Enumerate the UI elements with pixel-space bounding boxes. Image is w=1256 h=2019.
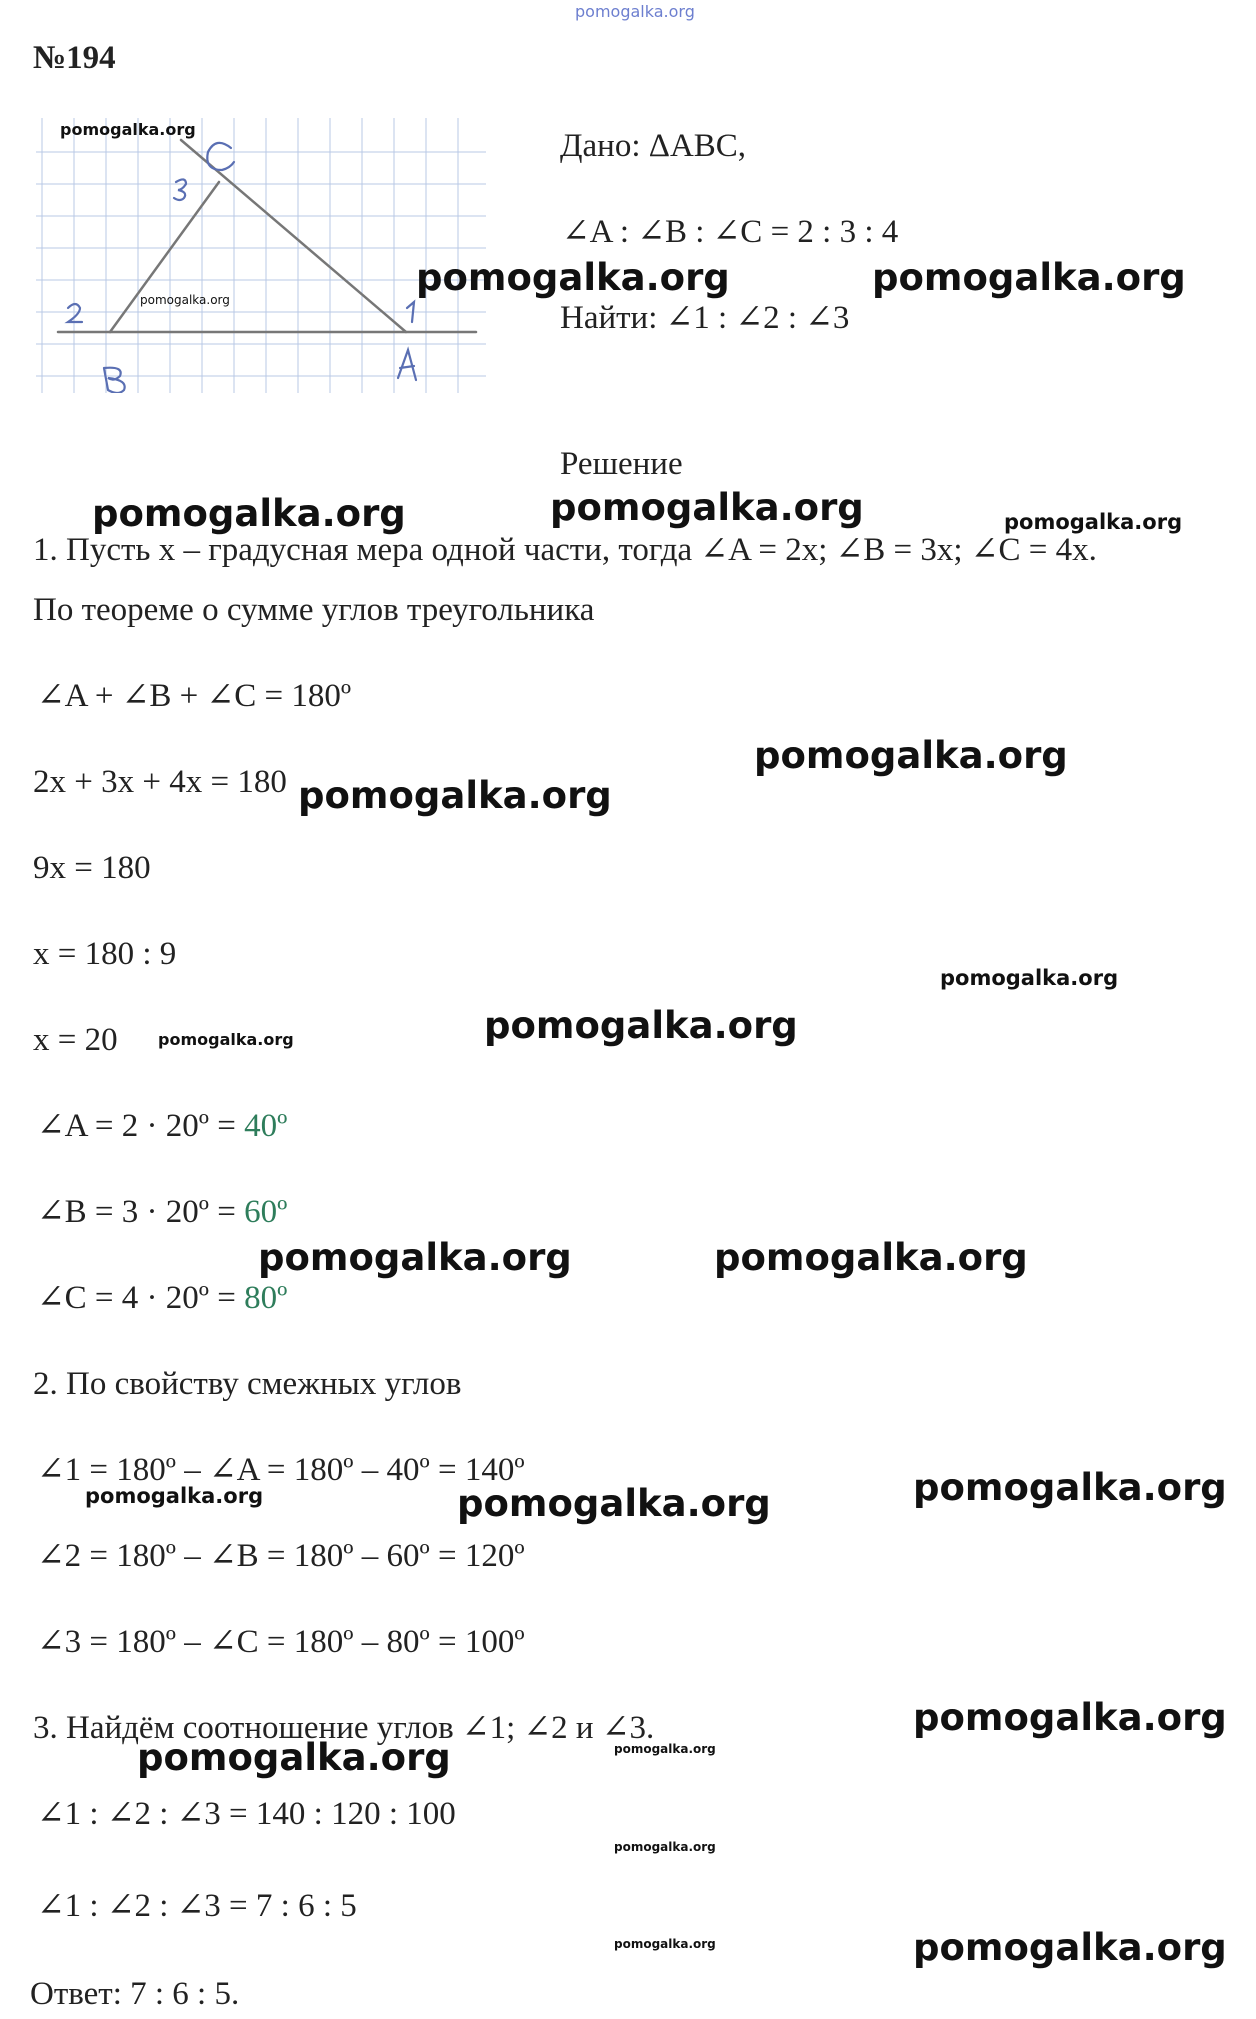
theorem-line: По теореме о сумме углов треугольника [33, 592, 595, 628]
find-line: Найти: ∠1 : ∠2 : ∠3 [560, 300, 850, 336]
angle-a-result: 40º [244, 1108, 288, 1144]
step3-intro: 3. Найдём соотношение углов ∠1; ∠2 и ∠3. [33, 1710, 655, 1746]
watermark: pomogalka.org [457, 1482, 771, 1525]
watermark: pomogalka.org [484, 1004, 798, 1047]
angle-b-expression: ∠B = 3 · 20º = [37, 1194, 236, 1230]
watermark: pomogalka.org [85, 1484, 264, 1508]
watermark: pomogalka.org [1004, 510, 1183, 534]
equation-5: x = 20 [33, 1022, 118, 1058]
ratio-line-2: ∠1 : ∠2 : ∠3 = 7 : 6 : 5 [37, 1888, 357, 1924]
watermark: pomogalka.org [614, 1742, 716, 1756]
angle-b-line [37, 1192, 287, 1232]
angle-a-line [37, 1106, 287, 1146]
angle-2-line: ∠2 = 180º – ∠B = 180º – 60º = 120º [37, 1538, 525, 1574]
given-ratio: ∠A : ∠B : ∠C = 2 : 3 : 4 [562, 214, 899, 250]
top-watermark: pomogalka.org [575, 2, 695, 21]
watermark: pomogalka.org [940, 966, 1119, 990]
watermark: pomogalka.org [913, 1926, 1227, 1969]
watermark: pomogalka.org [137, 1736, 451, 1779]
watermark: pomogalka.org [913, 1696, 1227, 1739]
watermark: pomogalka.org [872, 256, 1186, 299]
solution-heading: Решение [560, 446, 683, 482]
equation-2: 2x + 3x + 4x = 180 [33, 764, 287, 800]
step1-intro: 1. Пусть x – градусная мера одной части, тогда ∠A = 2x; ∠B = 3x; ∠C = 4x. [33, 532, 1097, 568]
watermark: pomogalka.org [614, 1840, 716, 1854]
problem-number: №194 [33, 40, 116, 76]
given-line-1: Дано: ΔABC, [560, 128, 747, 164]
watermark: pomogalka.org [550, 486, 864, 529]
watermark: pomogalka.org [754, 734, 1068, 777]
watermark: pomogalka.org [714, 1236, 1028, 1279]
watermark: pomogalka.org [614, 1937, 716, 1951]
watermark: pomogalka.org [92, 492, 406, 535]
equation-3: 9x = 180 [33, 850, 151, 886]
sketch-watermark: pomogalka.org [60, 120, 196, 139]
watermark: pomogalka.org [158, 1030, 294, 1049]
answer-line: Ответ: 7 : 6 : 5. [30, 1976, 240, 2012]
angle-c-line [37, 1278, 287, 1318]
angle-b-result: 60º [244, 1194, 288, 1230]
angle-3-line: ∠3 = 180º – ∠C = 180º – 80º = 100º [37, 1624, 525, 1660]
angle-c-expression: ∠C = 4 · 20º = [37, 1280, 236, 1316]
angle-c-result: 80º [244, 1280, 288, 1316]
equation-sum: ∠A + ∠B + ∠C = 180º [37, 678, 352, 714]
equation-4: x = 180 : 9 [33, 936, 177, 972]
watermark: pomogalka.org [913, 1466, 1227, 1509]
ratio-line-1: ∠1 : ∠2 : ∠3 = 140 : 120 : 100 [37, 1796, 456, 1832]
angle-a-expression: ∠A = 2 · 20º = [37, 1108, 236, 1144]
angle-1-line: ∠1 = 180º – ∠A = 180º – 40º = 140º [37, 1452, 525, 1488]
watermark: pomogalka.org [416, 256, 730, 299]
watermark: pomogalka.org [298, 774, 612, 817]
step2-intro: 2. По свойству смежных углов [33, 1366, 462, 1402]
watermark: pomogalka.org [258, 1236, 572, 1279]
sketch-inner-watermark: pomogalka.org [140, 293, 230, 307]
